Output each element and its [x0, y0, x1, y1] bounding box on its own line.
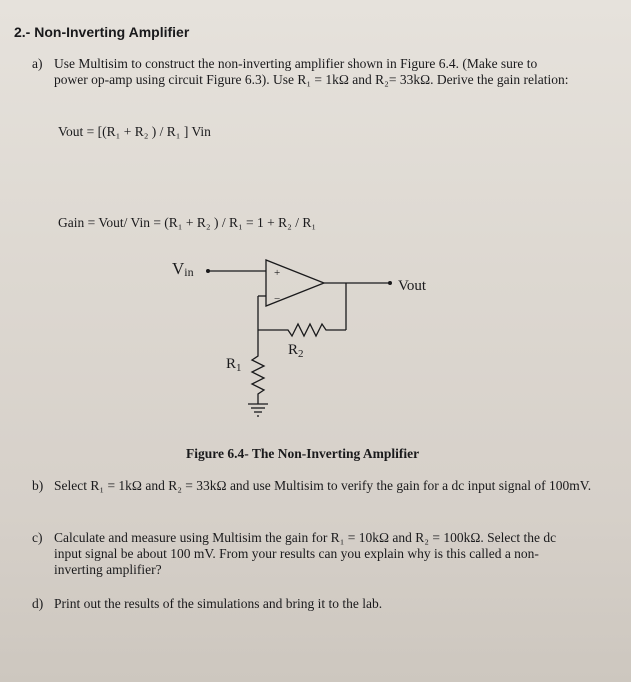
part-c [32, 530, 587, 578]
part-b-label: b) [32, 478, 44, 493]
part-c-label: c) [32, 530, 43, 545]
part-a-text: Use Multisim to construct the non-inverting amplifier shown in Figure 6.4. (Make sure to power op-amp using circuit Figure 6.3). Use R₁ = 1kΩ and R₂= 33kΩ. Derive the gain relation: [54, 56, 569, 87]
r2-resistor [258, 324, 346, 336]
part-c-text: Calculate and measure using Multisim the gain for R₁ = 10kΩ and R₂ = 100kΩ. Select the dc input signal be about 100 mV. From your results can you explain why is this called a non-inverting amplifier? [54, 530, 557, 577]
part-d [32, 596, 587, 612]
plus-sign: + [274, 267, 281, 279]
part-d-label: d) [32, 596, 44, 611]
r2-label: $R_2$ [288, 342, 304, 360]
part-a [32, 56, 572, 88]
part-b [32, 478, 597, 494]
minus-sign: − [274, 293, 281, 305]
vout-terminal [388, 281, 392, 285]
r1-resistor [252, 346, 264, 404]
section-title: 2.- Non-Inverting Amplifier [14, 24, 190, 40]
non-inverting-amplifier-schematic [150, 248, 450, 428]
vout-label: Vout [398, 278, 427, 294]
vout-equation: Vout = [(R₁ + R₂ ) / R₁ ] Vin [58, 124, 211, 139]
gain-equation: Gain = Vout/ Vin = (R₁ + R₂ ) / R₁ = 1 + R₂ / R₁ [58, 215, 317, 230]
figure-caption: Figure 6.4- The Non-Inverting Amplifier [186, 446, 420, 461]
part-a-label: a) [32, 56, 43, 71]
part-d-text: Print out the results of the simulations and bring it to the lab. [54, 596, 383, 611]
r1-label: $R_1$ [226, 356, 242, 374]
part-b-text: Select R₁ = 1kΩ and R₂ = 33kΩ and use Multisim to verify the gain for a dc input signal of 100mV. [54, 478, 592, 493]
vin-label: Vin [172, 259, 194, 279]
